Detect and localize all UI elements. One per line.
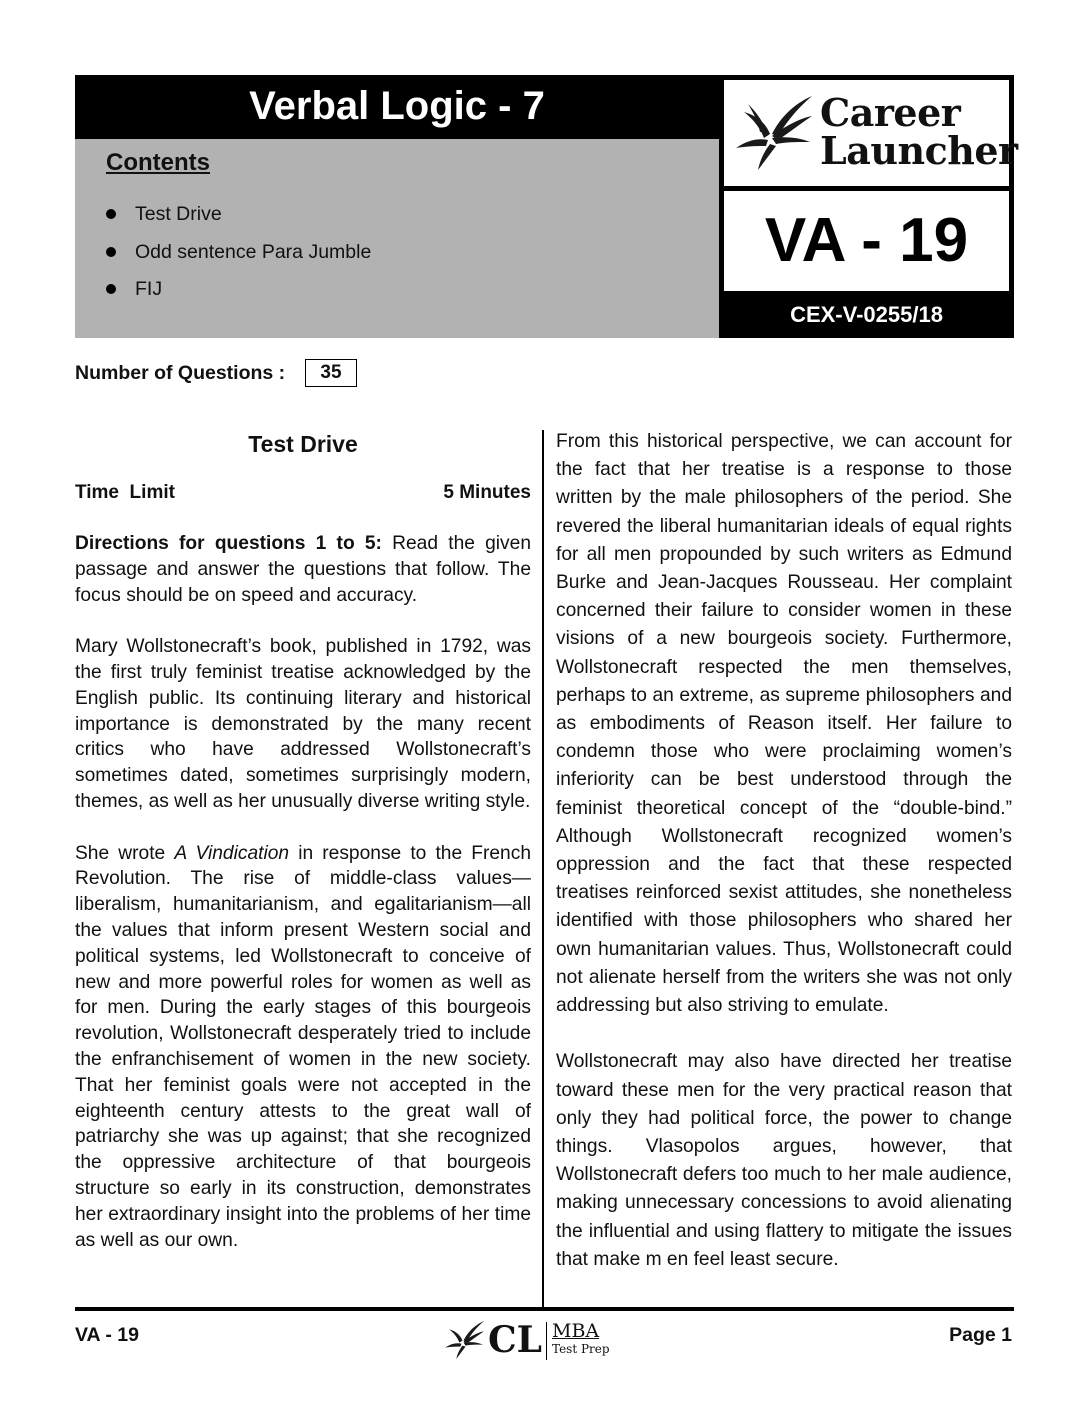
questions-count: 35: [305, 359, 357, 387]
contents-item: Odd sentence Para Jumble: [106, 239, 371, 277]
module-code: VA - 19: [724, 191, 1009, 291]
contents-item: FIJ: [106, 276, 371, 314]
right-column: [556, 428, 1012, 1274]
time-limit-label: Time Limit: [75, 482, 175, 503]
launcher-swirl-icon: [732, 94, 814, 172]
footer-logo-text: CL: [488, 1319, 542, 1361]
launcher-swirl-icon: [442, 1320, 486, 1360]
time-limit-row: [75, 480, 531, 506]
left-column: [75, 428, 531, 1253]
bullet-icon: [106, 209, 116, 219]
footer-logo: [442, 1318, 612, 1362]
contents-item: Test Drive: [106, 201, 371, 239]
footer-rule: [75, 1307, 1014, 1311]
header-brand-panel: [719, 75, 1018, 338]
page-number: Page 1: [949, 1324, 1012, 1346]
passage-paragraph: She wrote A Vindication in response to the French Revolution. The rise of middle-class values—liberalism, humanitarianism, and egalitarianism—all the values that inform present Western social and political systems, led Wollstonecraft to conceive of new and more powerful roles for women as well as for men. During the early stages of this bourgeois revolution, Wollstonecraft desperately tried to include the enfranchisement of women in the new society. That her feminist goals were not accepted in the eighteenth century attests to the great wall of patriarchy she was up against; that she recognized the oppressive architecture of that bourgeois structure so early in its construction, demonstrates her extraordinary insight into the problems of her time as well as our own.: [75, 842, 531, 1251]
header-contents-panel: [75, 75, 719, 338]
column-divider: [542, 430, 544, 1308]
directions: Directions for questions 1 to 5: Read the given passage and answer the questions that follow. The focus should be on speed and accuracy.: [75, 533, 531, 606]
contents-list: [106, 201, 371, 314]
career-launcher-logo: [724, 80, 1018, 186]
brand-name: Career Launcher: [820, 90, 1018, 173]
bullet-icon: [106, 247, 116, 257]
passage-paragraph: Wollstonecraft may also have directed her treatise toward these men for the very practical reason that only they had political force, the power to change things. Vlasopolos argues, however, that Wollstonecraft defers too much to her male audience, making unnecessary concessions to avoid alienating the influential and using flattery to mitigate the issues that make m en feel least secure.: [556, 1051, 1012, 1270]
questions-label: Number of Questions :: [75, 362, 286, 384]
bullet-icon: [106, 284, 116, 294]
document-code: CEX-V-0255/18: [790, 302, 943, 327]
footer-logo-separator: [546, 1322, 547, 1360]
footer-module-code: VA - 19: [75, 1324, 139, 1346]
passage-paragraph: Mary Wollstonecraft’s book, published in 1792, was the first truly feminist treatise acknowledged by the English public. Its continuing literary and historical importance is demonstrated by the many recent critics who have addressed Wollstonecraft’s sometimes dated, sometimes surprisingly modern, themes, as well as her unusually diverse writing style.: [75, 636, 531, 812]
footer-logo-subtitle: Test Prep: [552, 1342, 610, 1356]
time-limit-value: 5 Minutes: [443, 482, 531, 503]
footer-logo-mba: MBA: [552, 1320, 600, 1342]
section-title: Test Drive: [248, 431, 358, 457]
document-title: Verbal Logic - 7: [75, 75, 719, 139]
passage-paragraph: From this historical perspective, we can account for the fact that her treatise is a response to those written by the male philosophers of the period. She revered the liberal humanitarian ideals of equal rights for all men propounded by such writers as Edmund Burke and Jean-Jacques Rousseau. Her complaint concerned their failure to consider women in these visions of a new bourgeois society. Furthermore, Wollstonecraft respected the men themselves, perhaps to an extreme, as supreme philosophers and as embodiments of Reason itself. Her failure to condemn those who were proclaiming women’s inferiority can be best understood through the feminist theoretical concept of the “double-bind.” Although Wollstonecraft recognized women’s oppression and the fact that these respected treatises reinforced sexist attitudes, she nonetheless identified with those philosophers who shared her own humanitarian values. Thus, Wollstonecraft could not alienate herself from the writers she was not only addressing but also striving to emulate.: [556, 431, 1012, 1017]
contents-heading: Contents: [106, 149, 210, 176]
